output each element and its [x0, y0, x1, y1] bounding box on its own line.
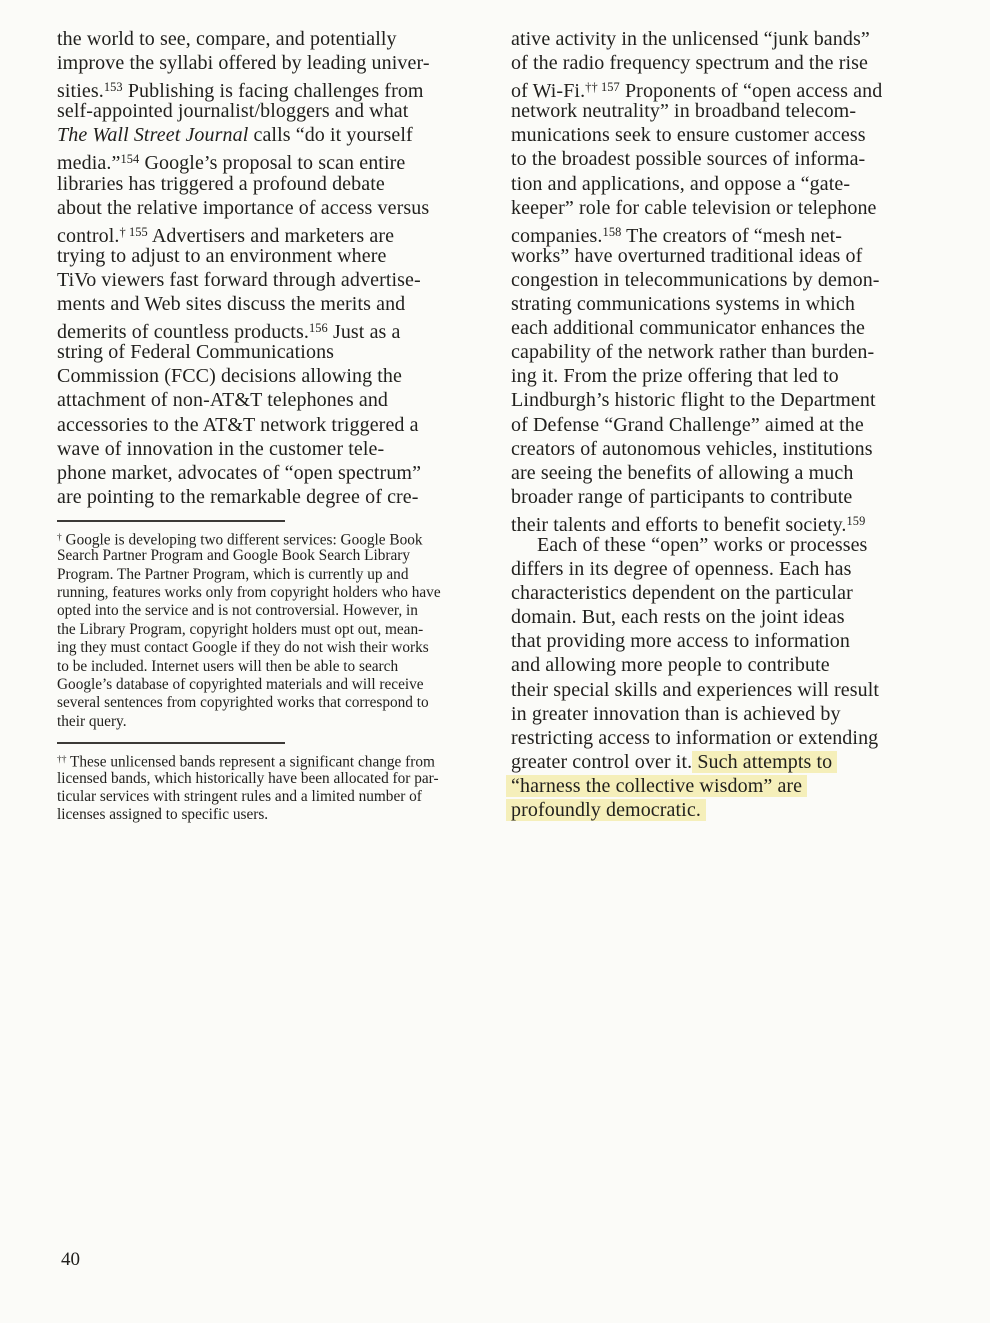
text-segment: are seeing the benefits of allowing a much [511, 461, 854, 484]
text-line [511, 750, 959, 774]
text-segment: strating communications systems in which [511, 293, 855, 316]
text-line [57, 99, 505, 123]
text-line [57, 437, 505, 461]
text-line [511, 268, 959, 292]
text-segment: Lindburgh’s historic flight to the Department [511, 389, 876, 412]
text-line [511, 774, 959, 798]
text-segment: media.” [57, 152, 121, 175]
text-segment: TiVo viewers fast forward through advertise- [57, 268, 421, 291]
footnote-separator-2 [57, 742, 285, 744]
text-segment: to be included. Internet users will then be able to search [57, 657, 399, 675]
text-segment: † [57, 532, 62, 543]
text-line [57, 547, 505, 565]
text-line [57, 316, 505, 344]
text-line [511, 292, 959, 316]
text-line [511, 172, 959, 196]
text-segment: 159 [846, 513, 866, 528]
text-segment: †† 157 [585, 80, 620, 95]
text-line [511, 27, 959, 51]
text-line [511, 388, 959, 412]
text-line [511, 123, 959, 147]
text-segment: ticular services with stringent rules and a limited number of [57, 787, 422, 805]
text-segment: their talents and efforts to benefit society. [511, 514, 847, 537]
text-line [511, 702, 959, 726]
text-segment: keeper” role for cable television or telephone [511, 196, 877, 219]
text-segment: phone market, advocates of “open spectrum” [57, 461, 422, 484]
text-line [57, 658, 505, 676]
text-line [57, 461, 505, 485]
highlighted-text: “harness the collective wisdom” are [511, 774, 803, 797]
text-segment: calls “do it yourself [248, 124, 413, 147]
text-line [511, 798, 959, 822]
text-segment: of the radio frequency spectrum and the rise [511, 52, 869, 75]
text-segment: domain. But, each rests on the joint ideas [511, 606, 845, 629]
text-segment: control. [57, 224, 120, 247]
text-line [57, 147, 505, 175]
text-segment: congestion in telecommunications by demon- [511, 268, 880, 291]
text-line [511, 196, 959, 220]
text-segment: of Wi-Fi. [511, 80, 586, 103]
text-segment: 156 [308, 321, 328, 336]
text-segment: 153 [103, 80, 123, 95]
text-segment: ing it. From the prize offering that led to [511, 365, 839, 388]
text-line [511, 509, 959, 537]
text-line [57, 566, 505, 584]
text-segment: 158 [602, 224, 622, 239]
text-segment: Each of these “open” works or processes [537, 533, 868, 556]
text-segment: munications seek to ensure customer access [511, 124, 866, 147]
text-line [511, 533, 959, 557]
text-line [511, 461, 959, 485]
text-line [57, 75, 505, 103]
text-line [57, 584, 505, 602]
text-line [57, 621, 505, 639]
text-line [511, 220, 959, 247]
right-column [511, 27, 959, 822]
text-segment: network neutrality” in broadband telecom- [511, 100, 857, 123]
text-line [511, 485, 959, 509]
highlighted-text: profoundly democratic. [511, 799, 701, 821]
text-segment: attachment of non-AT&T telephones and [57, 389, 389, 412]
text-segment: capability of the network rather than burden- [511, 341, 875, 364]
text-segment: to the broadest possible sources of informa- [511, 148, 866, 171]
text-segment: trying to adjust to an environment where [57, 244, 387, 267]
text-segment: Search Partner Program and Google Book Search Library [57, 547, 410, 565]
text-line [511, 605, 959, 629]
text-line [57, 364, 505, 388]
text-segment: wave of innovation in the customer tele- [57, 437, 385, 460]
text-segment: restricting access to information or extending [511, 726, 879, 749]
text-segment: running, features works only from copyright holders who have [57, 584, 441, 602]
text-line [511, 51, 959, 75]
text-segment: †† [57, 755, 67, 766]
text-line [511, 364, 959, 388]
text-line [57, 196, 505, 220]
footnote-separator-1 [57, 520, 285, 522]
text-segment: opted into the service and is not controversial. However, in [57, 602, 418, 620]
text-line [57, 340, 505, 364]
text-segment: are pointing to the remarkable degree of cre- [57, 485, 419, 508]
text-line [511, 581, 959, 605]
text-segment: broader range of participants to contribute [511, 485, 853, 508]
text-segment: ative activity in the unlicensed “junk bands” [511, 28, 870, 50]
text-segment: Program. The Partner Program, which is currently up and [57, 565, 409, 583]
text-line [57, 413, 505, 437]
text-segment: creators of autonomous vehicles, institutions [511, 437, 873, 460]
text-segment: characteristics dependent on the particular [511, 582, 853, 605]
page-number: 40 [61, 1249, 80, 1270]
text-line [57, 751, 505, 769]
text-segment: † 155 [119, 224, 148, 239]
footnote-2-text [57, 751, 505, 825]
text-line [57, 770, 505, 788]
text-line [511, 413, 959, 437]
text-segment: greater control over it. [511, 750, 698, 773]
text-segment: Proponents of “open access and [619, 80, 883, 103]
text-segment: licenses assigned to specific users. [57, 806, 269, 824]
text-line [57, 676, 505, 694]
text-segment: and allowing more people to contribute [511, 654, 830, 677]
text-line [511, 557, 959, 581]
text-line [57, 806, 505, 824]
text-line [57, 27, 505, 51]
text-line [57, 485, 505, 509]
text-segment: ments and Web sites discuss the merits and [57, 293, 406, 316]
text-segment: in greater innovation than is achieved by [511, 702, 841, 725]
text-segment: their special skills and experiences will result [511, 678, 880, 701]
text-segment: differs in its degree of openness. Each has [511, 558, 852, 581]
text-line [511, 629, 959, 653]
text-line [57, 639, 505, 657]
text-segment: Advertisers and marketers are [147, 224, 395, 247]
text-segment: self-appointed journalist/bloggers and what [57, 100, 409, 123]
text-segment: The creators of “mesh net- [621, 224, 842, 247]
text-line [511, 340, 959, 364]
text-line [57, 388, 505, 412]
text-segment: that providing more access to information [511, 630, 851, 653]
text-line [511, 726, 959, 750]
text-segment: licensed bands, which historically have been allocated for par- [57, 769, 439, 787]
text-line [511, 678, 959, 702]
text-segment: 154 [120, 152, 140, 167]
text-line [57, 713, 505, 731]
text-line [511, 244, 959, 268]
footnote-1-text [57, 529, 505, 731]
text-line [57, 51, 505, 75]
text-line [57, 268, 505, 292]
text-segment: about the relative importance of access versus [57, 196, 430, 219]
text-segment: Google’s database of copyrighted materials and will receive [57, 676, 424, 693]
text-segment: These unlicensed bands represent a significant change from [66, 753, 435, 771]
text-segment: Just as a [327, 321, 401, 344]
text-line [57, 788, 505, 806]
text-segment: the world to see, compare, and potentially [57, 28, 397, 50]
text-segment: Google is developing two different services: Google Book [61, 531, 423, 549]
text-segment: Google’s proposal to scan entire [139, 152, 406, 175]
text-line [511, 316, 959, 340]
text-line [57, 602, 505, 620]
text-segment: each additional communicator enhances the [511, 317, 865, 340]
text-segment: their query. [57, 712, 127, 730]
text-segment: tion and applications, and oppose a “gate- [511, 172, 851, 195]
text-line [57, 292, 505, 316]
left-column [57, 27, 505, 825]
text-segment: sities. [57, 80, 104, 103]
right-column-text [511, 27, 959, 822]
text-segment: the Library Program, copyright holders must opt out, mean- [57, 620, 424, 638]
text-line [511, 75, 959, 103]
text-segment: The Wall Street Journal [57, 124, 249, 147]
text-segment: Commission (FCC) decisions allowing the [57, 365, 403, 388]
text-line [57, 529, 505, 547]
text-segment: libraries has triggered a profound debate [57, 172, 385, 195]
text-segment: of Defense “Grand Challenge” aimed at the [511, 413, 864, 436]
left-column-text [57, 27, 505, 509]
text-segment: works” have overturned traditional ideas of [511, 244, 863, 267]
text-segment: companies. [511, 224, 603, 247]
text-line [57, 220, 505, 247]
text-line [57, 244, 505, 268]
text-segment: ing they must contact Google if they do not wish their works [57, 639, 429, 657]
text-segment: accessories to the AT&T network triggered a [57, 413, 419, 436]
text-line [511, 99, 959, 123]
highlighted-text: Such attempts to [697, 750, 833, 773]
footnotes-section [57, 520, 505, 825]
text-line [511, 437, 959, 461]
text-segment: improve the syllabi offered by leading univer- [57, 52, 430, 75]
text-segment: Publishing is facing challenges from [122, 80, 424, 103]
text-line [511, 653, 959, 677]
text-segment: several sentences from copyrighted works that correspond to [57, 694, 429, 712]
text-segment: string of Federal Communications [57, 341, 335, 364]
text-line [511, 147, 959, 171]
text-line [57, 172, 505, 196]
text-segment: demerits of countless products. [57, 321, 309, 344]
text-line [57, 123, 505, 147]
text-line [57, 694, 505, 712]
